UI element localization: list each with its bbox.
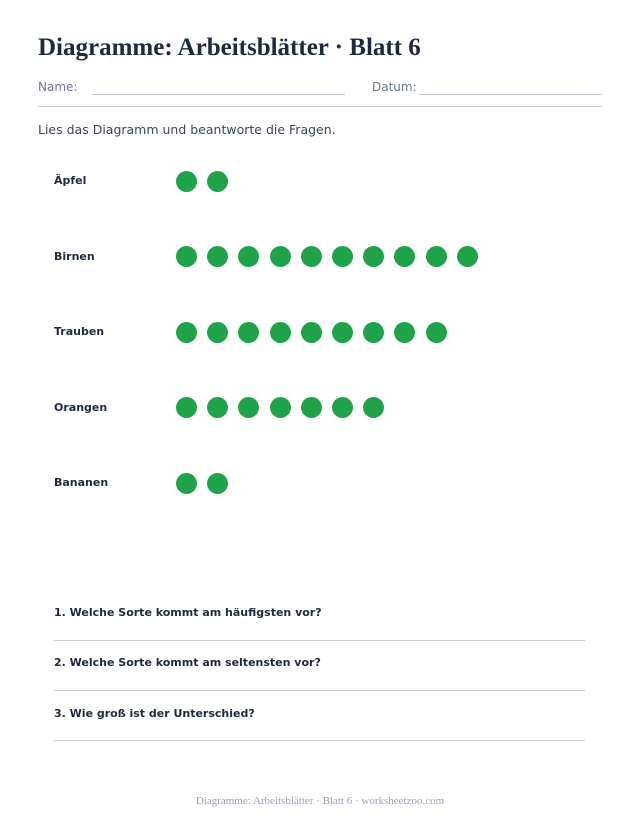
name-label: Name:: [38, 80, 78, 94]
pictograph-dot: [332, 322, 353, 343]
pictograph-dot: [270, 397, 291, 418]
category-label: Trauben: [54, 325, 105, 338]
instructions: Lies das Diagramm und beantworte die Fragen.: [38, 122, 336, 137]
pictograph-dot: [176, 171, 197, 192]
pictograph-dot: [394, 246, 415, 267]
question-2: 2. Welche Sorte kommt am seltensten vor?: [54, 656, 321, 669]
pictograph-dot: [176, 246, 197, 267]
answer-line-1[interactable]: [54, 640, 585, 641]
pictograph-dot: [176, 322, 197, 343]
pictograph-dot: [270, 246, 291, 267]
category-label: Birnen: [54, 249, 95, 263]
pictograph-dot: [394, 322, 415, 343]
pictograph-dot: [270, 322, 291, 343]
pictograph-dot: [207, 473, 228, 494]
category-label: Bananen: [54, 476, 109, 489]
pictograph-dot: [207, 322, 228, 343]
question-1: 1. Welche Sorte kommt am häufigsten vor?: [54, 606, 322, 619]
pictograph-dot: [207, 246, 228, 267]
pictograph-dot: [238, 322, 259, 343]
pictograph-dot: [207, 397, 228, 418]
pictograph-dot: [426, 322, 447, 343]
pictograph-dot: [363, 246, 384, 267]
pictograph-dot: [426, 246, 447, 267]
question-3: 3. Wie groß ist der Unterschied?: [54, 707, 255, 720]
answer-line-2[interactable]: [54, 690, 585, 691]
pictograph-dot: [207, 171, 228, 192]
pictograph-dot: [238, 397, 259, 418]
pictograph-dot: [332, 246, 353, 267]
pictograph-dot: [301, 246, 322, 267]
date-label: Datum:: [372, 80, 417, 94]
pictograph-dot: [363, 397, 384, 418]
pictograph-dot: [238, 246, 259, 267]
category-label: Äpfel: [54, 174, 87, 187]
footer: Diagramme: Arbeitsblätter · Blatt 6 · worksheetzoo.com: [195, 795, 445, 807]
pictograph-dot: [301, 397, 322, 418]
pictograph-dot: [176, 397, 197, 418]
pictograph-dot: [176, 473, 197, 494]
answer-line-3[interactable]: [54, 740, 585, 741]
pictograph-dot: [363, 322, 384, 343]
category-label: Orangen: [54, 400, 108, 414]
page-title: Diagramme: Arbeitsblätter · Blatt 6: [38, 34, 421, 61]
pictograph-dot: [457, 246, 478, 267]
pictograph-dot: [301, 322, 322, 343]
pictograph-dot: [332, 397, 353, 418]
